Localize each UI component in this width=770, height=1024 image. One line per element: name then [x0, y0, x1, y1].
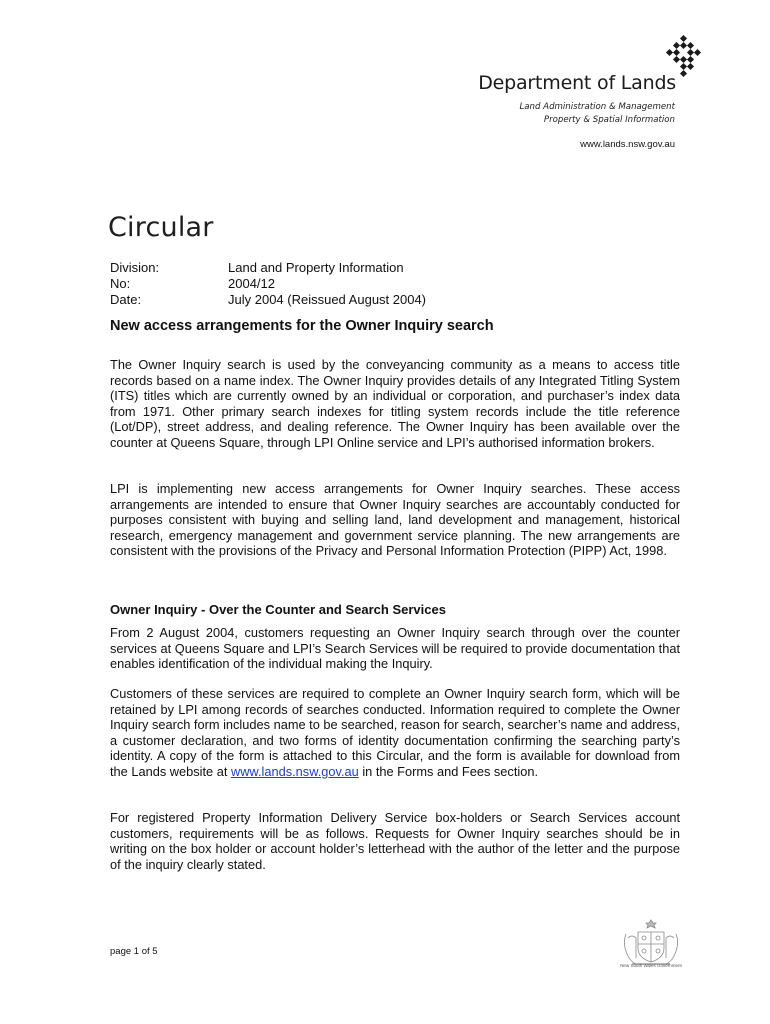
- subtitle-line-1: Land Administration & Management: [519, 102, 675, 112]
- paragraph-box-holders: For registered Property Information Delivery Service box-holders or Search Services account customers, requirements will be as follows. Requests for Owner Inquiry searches should be in writing on the box holder or account holder’s letterhead with the author of the letter and the purpose of the inquiry clearly stated.: [110, 810, 680, 872]
- meta-division-row: [110, 260, 404, 276]
- page-title: New access arrangements for the Owner Inquiry search: [110, 318, 494, 334]
- number-label: No:: [110, 276, 131, 291]
- division-label: Division:: [110, 260, 160, 275]
- header-website: www.lands.nsw.gov.au: [580, 139, 675, 150]
- section-heading: Owner Inquiry - Over the Counter and Search Services: [110, 602, 446, 617]
- page-number: page 1 of 5: [110, 946, 158, 957]
- date-label: Date:: [110, 292, 142, 307]
- meta-number-row: [110, 276, 275, 292]
- department-name: Department of Lands: [478, 72, 676, 94]
- paragraph-arrangements: LPI is implementing new access arrangements for Owner Inquiry searches. These access arrangements are intended to ensure that Owner Inquiry searches are accountably conducted for purposes consistent with buying and selling land, land development and management, historical research, emergency management and government service planning. The new arrangements are consistent with the provisions of the Privacy and Personal Information Protection (PIPP) Act, 1998.: [110, 481, 680, 558]
- paragraph-documentation: From 2 August 2004, customers requesting an Owner Inquiry search through over the counter services at Queens Square and LPI’s Search Services will be required to provide documentation that enables identification of the individual making the Inquiry.: [110, 625, 680, 671]
- emblem-caption: New South Wales Government: [620, 963, 682, 968]
- number-value: 2004/12: [228, 276, 275, 291]
- date-value: July 2004 (Reissued August 2004): [228, 292, 427, 307]
- document-type-title: Circular: [108, 212, 214, 243]
- subtitle-line-2: Property & Spatial Information: [543, 115, 675, 125]
- meta-date-row: [110, 292, 426, 308]
- paragraph-search-form-text: Customers of these services are required to complete an Owner Inquiry search form, which will be retained by LPI among records of searches conducted. Information required to complete the Owner Inquiry search form includes name to be searched, reason for search, searcher’s name and address, a customer declaration, and two forms of identity documentation confirming the searching party’s identity. A copy of the form is attached to this Circular, and the form is available for download from the Lands website at: [110, 686, 680, 779]
- paragraph-search-form-tail: in the Forms and Fees section.: [358, 763, 539, 779]
- department-subtitle: [415, 101, 675, 127]
- paragraph-intro: The Owner Inquiry search is used by the conveyancing community as a means to access title records based on a name index. The Owner Inquiry provides details of any Integrated Titling System (ITS) titles which are currently owned by an individual or corporation, and purchaser’s index data from 1971. Other primary search indexes for titling system records include the title reference (Lot/DP), street address, and dealing reference. The Owner Inquiry has been available over the counter at Queens Square, through LPI Online service and LPI’s authorised information brokers.: [110, 357, 680, 450]
- lands-website-link[interactable]: www.lands.nsw.gov.au: [230, 763, 359, 779]
- paragraph-search-form: [110, 686, 680, 779]
- division-value: Land and Property Information: [228, 260, 404, 275]
